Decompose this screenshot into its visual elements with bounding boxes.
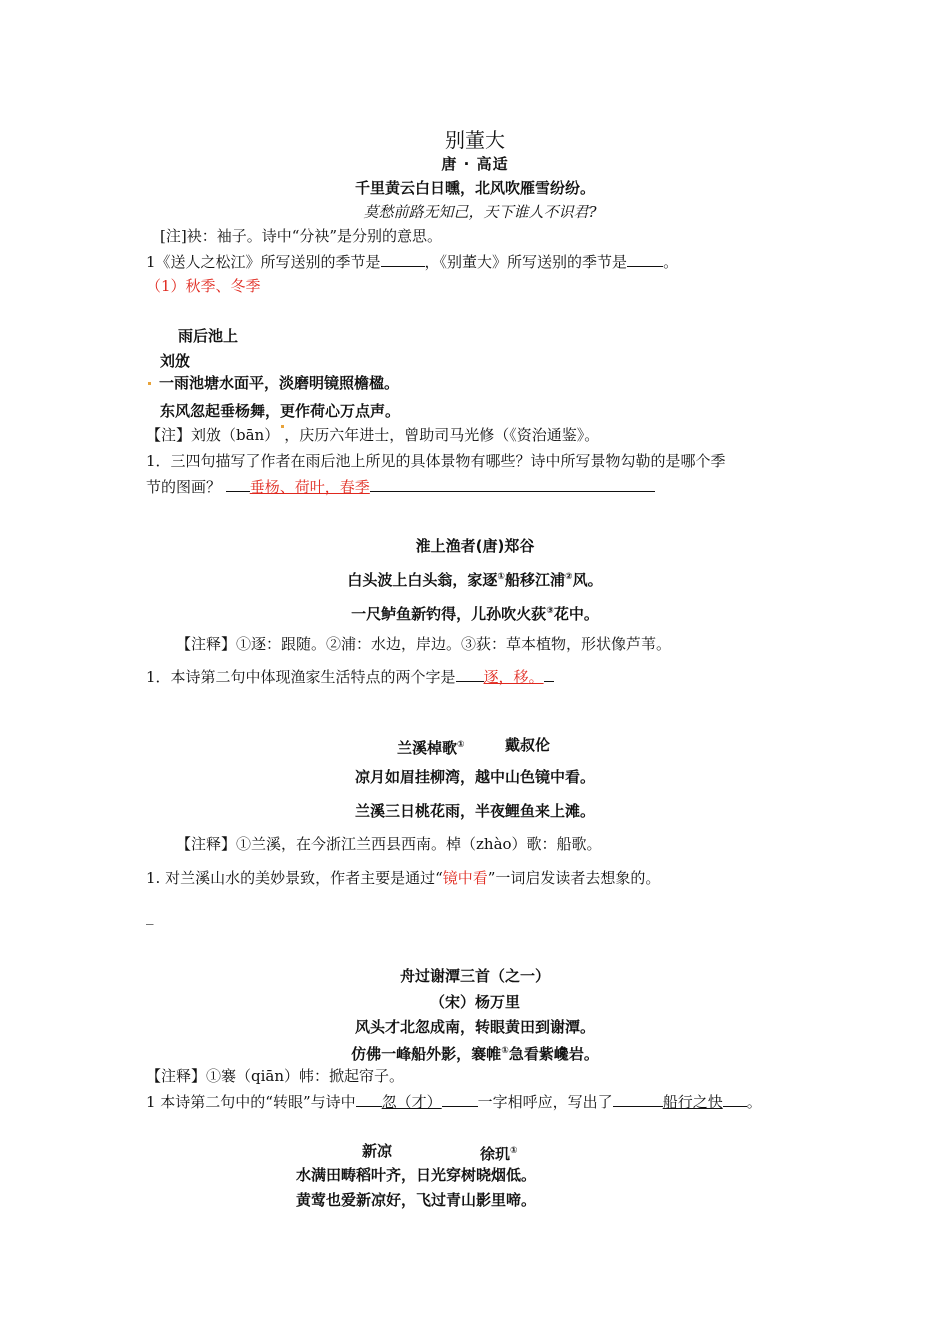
blank (442, 1092, 478, 1107)
poem5-line1: 风头才北忽成南，转眼黄田到谢潭。 (354, 1018, 595, 1036)
poem3-line2-b: 花中。 (553, 605, 599, 623)
poem2-author: 刘攽 (160, 352, 191, 370)
poem5-answer1: 忽（才） (381, 1093, 442, 1111)
poem5-question-text: 1 本诗第二句中的“转眼”与诗中 (146, 1093, 356, 1111)
poem3-line2-a: 一尺鲈鱼新钓得，儿孙吹火荻 (351, 605, 547, 623)
poem4-question-suffix: ”一词启发读者去想象的。 (487, 869, 661, 887)
poem5-note: 【注释】①褰（qiān）帏：掀起帘子。 (146, 1067, 405, 1085)
poem1-line2: 莫愁前路无知己，天下谁人不识君? (363, 203, 597, 221)
poem2-question-line2 (146, 477, 655, 497)
poem5-line2-a: 仿佛一峰船外影，褰帷 (351, 1045, 502, 1063)
footnote-mark: ① (501, 1046, 509, 1056)
poem1-question-end: 。 (663, 253, 679, 271)
poem4-author: 戴叔伦 (505, 736, 551, 754)
poem1-note: [注]袂：袖子。诗中“分袂”是分别的意思。 (160, 227, 443, 245)
poem4-line2: 兰溪三日桃花雨，半夜鲤鱼来上滩。 (354, 802, 595, 820)
poem5-title: 舟过谢潭三首（之一） (399, 967, 550, 985)
poem5-question-mid: 一字相呼应，写出了 (477, 1093, 613, 1111)
poem3-line1-c: 风。 (572, 571, 603, 589)
footnote-mark: ③ (546, 606, 554, 616)
poem4-question-text: 1. 对兰溪山水的美妙景致，作者主要是通过“ (146, 869, 443, 887)
poem4-note: 【注释】①兰溪，在今浙江兰西县西南。棹（zhào）歌：船歌。 (176, 835, 602, 853)
poem4-title (397, 735, 465, 758)
poem3-question-end: 。 (528, 668, 544, 686)
poem6-line1: 水满田畴稻叶齐，日光穿树晓烟低。 (296, 1166, 537, 1184)
poem1-question-text: 1《送人之松江》所写送别的季节是 (146, 253, 381, 271)
poem4-line1: 凉月如眉挂柳湾，越中山色镜中看。 (354, 768, 595, 786)
blank (456, 667, 484, 682)
poem3-note: 【注释】①逐：跟随。②浦：水边，岸边。③荻：草本植物，形状像芦苇。 (176, 635, 672, 653)
poem6-title: 新凉 (362, 1142, 393, 1160)
poem2-note-b: ，庆历六年进士，曾助司马光修（《资治通鉴》。 (284, 426, 600, 444)
poem3-question-text: 1．本诗第二句中体现渔家生活特点的两个字是 (146, 668, 456, 686)
poem4-question (146, 868, 660, 888)
blank (723, 1092, 747, 1107)
blank (381, 252, 425, 267)
poem6-author-text: 徐玑 (480, 1145, 511, 1163)
blank (356, 1092, 382, 1107)
footnote-mark: ① (510, 1146, 518, 1156)
poem3-line2 (0, 601, 950, 624)
poem3-title: 淮上渔者(唐)郑谷 (415, 537, 535, 555)
poem3-line1 (0, 567, 950, 590)
stray-underscore: _ (146, 907, 154, 925)
marker-dot-icon (148, 382, 151, 385)
blank (627, 252, 663, 267)
poem5-author: （宋）杨万里 (429, 993, 520, 1011)
poem2-note-a: 【注】刘攽（bān） (146, 426, 280, 444)
poem6-author (480, 1141, 518, 1164)
poem1-line1: 千里黄云白日曛，北风吹雁雪纷纷。 (354, 179, 595, 197)
poem4-title-text: 兰溪棹歌 (397, 739, 458, 757)
poem4-answer: 镜中看 (442, 869, 488, 887)
blank (370, 477, 655, 492)
poem1-question (146, 252, 678, 272)
poem2-question-line1: 1．三四句描写了作者在雨后池上所见的具体景物有哪些？诗中所写景物勾勒的是哪个季 (146, 452, 726, 470)
blank (226, 477, 250, 492)
blank (544, 667, 554, 682)
poem3-line1-b: 船移江浦 (504, 571, 565, 589)
poem3-line1-a: 白头波上白头翁，家逐 (347, 571, 498, 589)
poem2-title: 雨后池上 (178, 327, 239, 345)
poem2-line1-text: 一雨池塘水面平，淡磨明镜照檐楹。 (159, 374, 400, 392)
poem3-question (146, 667, 554, 687)
poem2-question-text: 节的图画？ (146, 478, 222, 496)
poem5-line2 (0, 1041, 950, 1064)
poem1-question-mid: ，《别董大》所写送别的季节是 (424, 253, 628, 271)
poem3-answer: 逐，移 (483, 668, 529, 686)
poem2-note (146, 425, 599, 445)
poem6-line2: 黄莺也爱新凉好，飞过青山影里啼。 (296, 1191, 537, 1209)
footnote-mark: ① (457, 740, 465, 750)
poem5-question-end: 。 (746, 1093, 762, 1111)
poem1-answer: （1）秋季、冬季 (146, 277, 261, 295)
footnote-mark: ① (497, 572, 505, 582)
poem2-line2: 东风忽起垂杨舞，更作荷心万点声。 (160, 402, 401, 420)
blank (613, 1092, 663, 1107)
poem5-line2-b: 急看紫巉岩。 (508, 1045, 599, 1063)
footnote-mark: ② (565, 572, 573, 582)
poem1-title: 别董大 (445, 128, 505, 152)
poem2-line1 (148, 373, 399, 393)
poem5-question (146, 1092, 762, 1112)
poem2-answer: 垂杨、荷叶，春季 (249, 478, 370, 496)
poem5-answer2: 船行之快 (662, 1093, 723, 1111)
poem1-author: 唐 · 高适 (441, 155, 509, 173)
